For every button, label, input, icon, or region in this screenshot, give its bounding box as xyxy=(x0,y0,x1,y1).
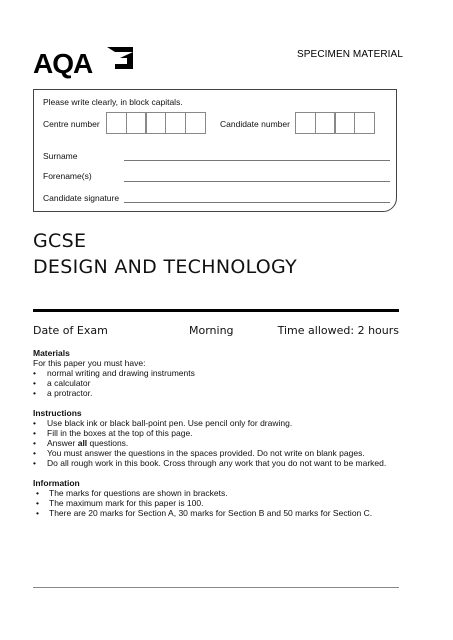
information-section xyxy=(33,478,403,518)
instructions-item: • You must answer the questions in the spaces provided. Do not write on blank pages. xyxy=(33,448,403,458)
forenames-label: Forename(s) xyxy=(43,171,92,181)
centre-number-digit-box[interactable] xyxy=(146,112,167,134)
answer-prefix: Answer xyxy=(47,438,78,448)
instructions-item: • Fill in the boxes at the top of this page. xyxy=(33,428,403,438)
candidate-number-digit-box[interactable] xyxy=(295,112,316,134)
forenames-line[interactable] xyxy=(124,181,390,182)
answer-bold: all xyxy=(77,438,88,448)
instructions-item-answer-all xyxy=(33,438,403,448)
candidate-number-label: Candidate number xyxy=(220,119,290,129)
specimen-label: SPECIMEN MATERIAL xyxy=(297,49,403,60)
aqa-mark-icon xyxy=(107,47,133,69)
surname-label: Surname xyxy=(43,151,78,161)
materials-item: • a calculator xyxy=(33,378,403,388)
subject-title: DESIGN AND TECHNOLOGY xyxy=(33,256,298,278)
centre-number-field[interactable] xyxy=(107,112,206,134)
exam-session: Morning xyxy=(189,324,234,337)
title-divider xyxy=(33,309,399,312)
signature-line[interactable] xyxy=(124,202,390,203)
surname-line[interactable] xyxy=(124,160,390,161)
block-capitals-instruction: Please write clearly, in block capitals. xyxy=(43,97,183,107)
information-list xyxy=(33,488,403,518)
answer-suffix: questions. xyxy=(87,438,129,448)
time-allowed: Time allowed: 2 hours xyxy=(277,324,399,337)
instructions-heading: Instructions xyxy=(33,408,82,418)
qualification-title: GCSE xyxy=(33,230,87,252)
materials-item: • normal writing and drawing instruments xyxy=(33,368,403,378)
materials-list xyxy=(33,368,403,398)
candidate-number-field[interactable] xyxy=(296,112,375,134)
centre-number-digit-box[interactable] xyxy=(126,112,147,134)
instructions-item: • Do all rough work in this book. Cross through any work that you do not want to be marked. xyxy=(33,458,403,468)
centre-number-digit-box[interactable] xyxy=(106,112,127,134)
instructions-item: • Use black ink or black ball-point pen. Use pencil only for drawing. xyxy=(33,418,403,428)
materials-heading: Materials xyxy=(33,348,70,358)
candidate-number-digit-box[interactable] xyxy=(354,112,375,134)
date-of-exam-label: Date of Exam xyxy=(33,324,108,337)
information-item: • The maximum mark for this paper is 100. xyxy=(33,498,403,508)
materials-item: • a protractor. xyxy=(33,388,403,398)
instructions-list xyxy=(33,418,403,468)
centre-number-digit-box[interactable] xyxy=(165,112,186,134)
footer-divider xyxy=(33,587,399,588)
information-item: • The marks for questions are shown in brackets. xyxy=(33,488,403,498)
candidate-number-digit-box[interactable] xyxy=(335,112,356,134)
instructions-section xyxy=(33,408,403,468)
centre-number-digit-box[interactable] xyxy=(185,112,206,134)
aqa-logo xyxy=(33,47,133,79)
candidate-number-digit-box[interactable] xyxy=(315,112,336,134)
candidate-signature-label: Candidate signature xyxy=(43,193,120,203)
information-heading: Information xyxy=(33,478,80,488)
information-item: • There are 20 marks for Section A, 30 marks for Section B and 50 marks for Section C. xyxy=(33,508,403,518)
candidate-details-box xyxy=(33,89,397,212)
materials-intro: For this paper you must have: xyxy=(33,358,146,368)
logo-text: AQA xyxy=(33,48,93,79)
centre-number-label: Centre number xyxy=(43,119,100,129)
materials-section xyxy=(33,348,403,398)
